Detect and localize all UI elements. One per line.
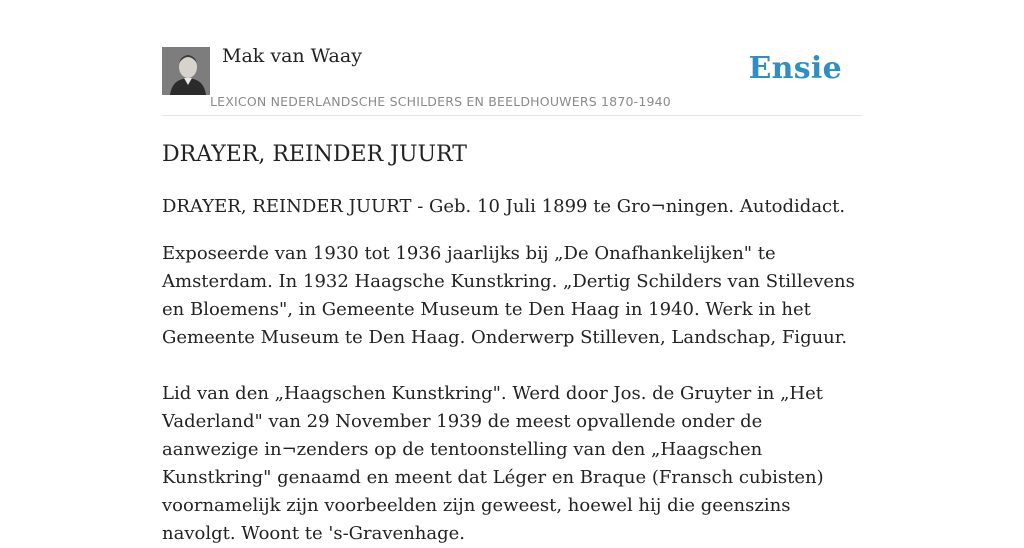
author-name[interactable]: Mak van Waay bbox=[222, 45, 362, 67]
author-avatar[interactable] bbox=[162, 47, 210, 95]
source-title[interactable]: LEXICON NEDERLANDSCHE SCHILDERS EN BEELDHOUWERS 1870-1940 bbox=[210, 94, 671, 109]
article-content bbox=[162, 138, 864, 548]
article-title: DRAYER, REINDER JUURT bbox=[162, 142, 467, 167]
portrait-icon bbox=[162, 47, 210, 95]
site-logo[interactable]: Ensie bbox=[748, 51, 842, 86]
article-lead: DRAYER, REINDER JUURT - Geb. 10 Juli 1899 te Gro¬ningen. Autodidact. bbox=[162, 196, 846, 217]
article-paragraph-2: Lid van den „Haagschen Kunstkring". Werd door Jos. de Gruyter in „Het Vaderland" van 29 November 1939 de meest opvallende onder de aanwezige in¬zenders op de tentoonstelling van den „Haagschen Kunstkring" genaamd en meent dat Léger en Braque (Fransch cubisten) voornamelijk zijn voorbeelden zijn geweest, hoewel hij die geenszins navolgt. Woont te 's-Gravenhage. bbox=[162, 383, 824, 544]
article-paragraph-1: Exposeerde van 1930 tot 1936 jaarlijks bij „De Onafhankelijken" te Amsterdam. In 1932 Haagsche Kunstkring. „Dertig Schilders van Stillevens en Bloemens", in Gemeente Museum te Den Haag in 1940. Werk in het Gemeente Museum te Den Haag. Onderwerp Stilleven, Landschap, Figuur. bbox=[162, 243, 855, 348]
paragraph-spacer bbox=[162, 352, 864, 380]
header bbox=[162, 0, 862, 116]
